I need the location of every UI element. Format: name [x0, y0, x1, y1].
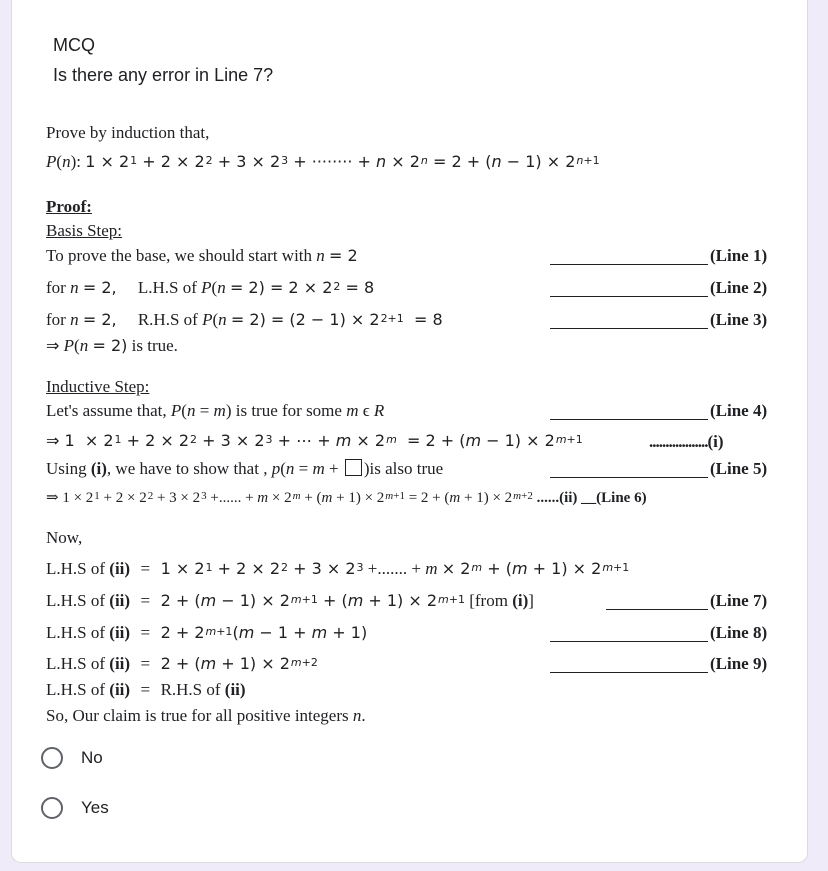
line4-label: (Line 4): [710, 401, 768, 420]
line7-text: L.H.S of $(ii) = 2 + (m - 1) \times 2^{m+1} + (m + 1) \times 2^{m+1}$ [from (i)]: [46, 591, 534, 610]
proof-heading: Proof:: [46, 197, 92, 216]
line9-blank: [550, 656, 708, 673]
line5-label: (Line 5): [710, 459, 768, 478]
equation-i: ⇒ $1 \times 2^1 + 2 \times 2^2 + 3 \times 2^3$ + ⋯ + $m \times 2^m = 2 + (m - 1) \times 2^{m+1}$: [46, 431, 583, 450]
now-text: Now,: [46, 528, 83, 547]
line4-blank: [550, 403, 708, 420]
equation-i-label: ..................(i): [649, 432, 724, 451]
line1-text: To prove the base, we should start with n = 2: [46, 246, 358, 265]
line3-blank: [550, 312, 708, 329]
line8-label: (Line 8): [710, 623, 768, 642]
inductive-heading: Inductive Step:: [46, 377, 150, 396]
line8-text: L.H.S of $(ii) = 2 + 2^{m+1}(m - 1 + m + 1)$: [46, 623, 368, 642]
line3-label: (Line 3): [710, 310, 768, 329]
line2-text: for n = 2, L.H.S of $P(n = 2) = 2 \times 2^2 = 8$: [46, 278, 375, 297]
lhs-equals-rhs: L.H.S of (ii) = R.H.S of (ii): [46, 680, 246, 699]
line9-label: (Line 9): [710, 654, 768, 673]
line8-blank: [550, 625, 708, 642]
line1-label: (Line 1): [710, 246, 768, 265]
radio-no[interactable]: [41, 747, 63, 769]
line1-blank: [550, 248, 708, 265]
line3-text: for n = 2, R.H.S of $P(n = 2) = (2 - 1) \times 2^{2+1} = 8$: [46, 310, 443, 329]
lhs-line-a: L.H.S of $(ii) = 1 \times 2^1 + 2 \times 2^2 + 3 \times 2^3$ +....... + $m \times 2^m + (m + 1) \times 2^{m+1}$: [46, 559, 630, 578]
line5-text: Using (i), we have to show that , p(n = m + )is also true: [46, 459, 444, 478]
option-no-label: No: [81, 748, 103, 767]
line4-text: Let's assume that, P(n = m) is true for some m ϵ R: [46, 401, 385, 420]
line9-text: L.H.S of $(ii) = 2 + (m + 1) \times 2^{m+2}$: [46, 654, 318, 673]
proof-conclusion: So, Our claim is true for all positive integers n.: [46, 706, 366, 725]
option-no[interactable]: [41, 747, 103, 769]
basis-conclusion: ⇒ P(n = 2) is true.: [46, 336, 178, 355]
equation-ii: ⇒ $1 \times 2^1 + 2 \times 2^2 + 3 \times 2^3$ +...... + $m \times 2^m + (m + 1) \times 2^{m+1} = 2 + (m + 1) \times 2^{m+2}$ ......(ii) __(Line 6): [46, 490, 647, 506]
statement-line: P(n): $1 \times 2^1 + 2 \times 2^2 + 3 \times 2^3$ + ········ + $n \times 2^n = 2 + (n - 1) \times 2^{n+1}$: [46, 152, 600, 171]
line5-blank: [550, 461, 708, 478]
line7-label: (Line 7): [710, 591, 768, 610]
line2-label: (Line 2): [710, 278, 768, 297]
line2-blank: [550, 280, 708, 297]
basis-heading: Basis Step:: [46, 221, 123, 240]
option-yes[interactable]: [41, 797, 109, 819]
option-yes-label: Yes: [81, 798, 109, 817]
question-type: MCQ: [53, 35, 95, 55]
line7-blank: [606, 593, 708, 610]
question-title: Is there any error in Line 7?: [53, 65, 274, 85]
radio-yes[interactable]: [41, 797, 63, 819]
proof-intro: Prove by induction that,: [46, 123, 210, 142]
